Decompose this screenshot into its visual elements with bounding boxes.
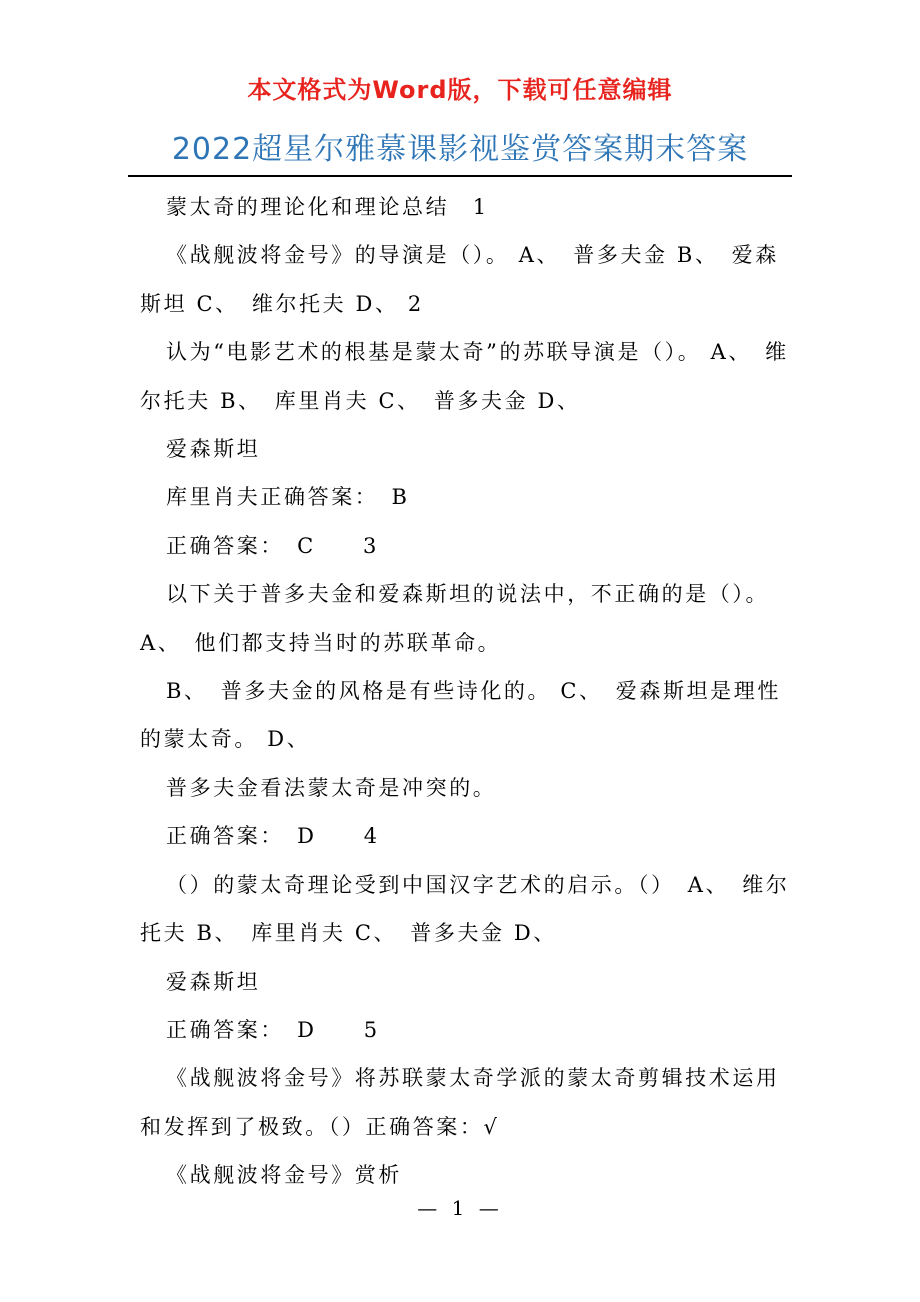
document-body (140, 183, 790, 1200)
document-title: 2022超星尔雅慕课影视鉴赏答案期末答案 (171, 132, 749, 167)
paragraph: 爱森斯坦 (166, 969, 261, 994)
title-divider (128, 175, 792, 177)
paragraph: 普多夫金看法蒙太奇是冲突的。 (166, 775, 497, 800)
paragraph: 认为“电影艺术的根基是蒙太奇”的苏联导演是（）。 A、 维尔托夫 B、 库里肖夫 C、 普多夫金 D、 (140, 340, 789, 413)
paragraph: 《战舰波将金号》赏析 (166, 1163, 402, 1188)
paragraph: 正确答案： D 4 (166, 824, 380, 849)
format-notice: 本文格式为Word版，下载可任意编辑 (247, 76, 673, 104)
paragraph: 《战舰波将金号》将苏联蒙太奇学派的蒙太奇剪辑技术运用和发挥到了极致。（）正确答案：√ (140, 1066, 780, 1139)
paragraph: 以下关于普多夫金和爱森斯坦的说法中，不正确的是（）。 A、 他们都支持当时的苏联革命。 (140, 582, 770, 655)
paragraph: （）的蒙太奇理论受到中国汉字艺术的启示。（） A、 维尔托夫 B、 库里肖夫 C、 普多夫金 D、 (140, 872, 790, 946)
paragraph: 库里肖夫正确答案： B (166, 485, 410, 510)
paragraph: 爱森斯坦 (166, 437, 261, 462)
paragraph: 《战舰波将金号》的导演是（）。 A、 普多夫金 B、 爱森斯坦 C、 维尔托夫 D、 2 (140, 243, 779, 316)
paragraph: 正确答案： C 3 (166, 533, 379, 558)
page-number: — 1 — (417, 1196, 503, 1220)
paragraph: 正确答案： D 5 (166, 1017, 380, 1042)
paragraph: 蒙太奇的理论化和理论总结 1 (166, 195, 489, 219)
paragraph: B、 普多夫金的风格是有些诗化的。 C、 爱森斯坦是理性的蒙太奇。 D、 (140, 679, 781, 752)
